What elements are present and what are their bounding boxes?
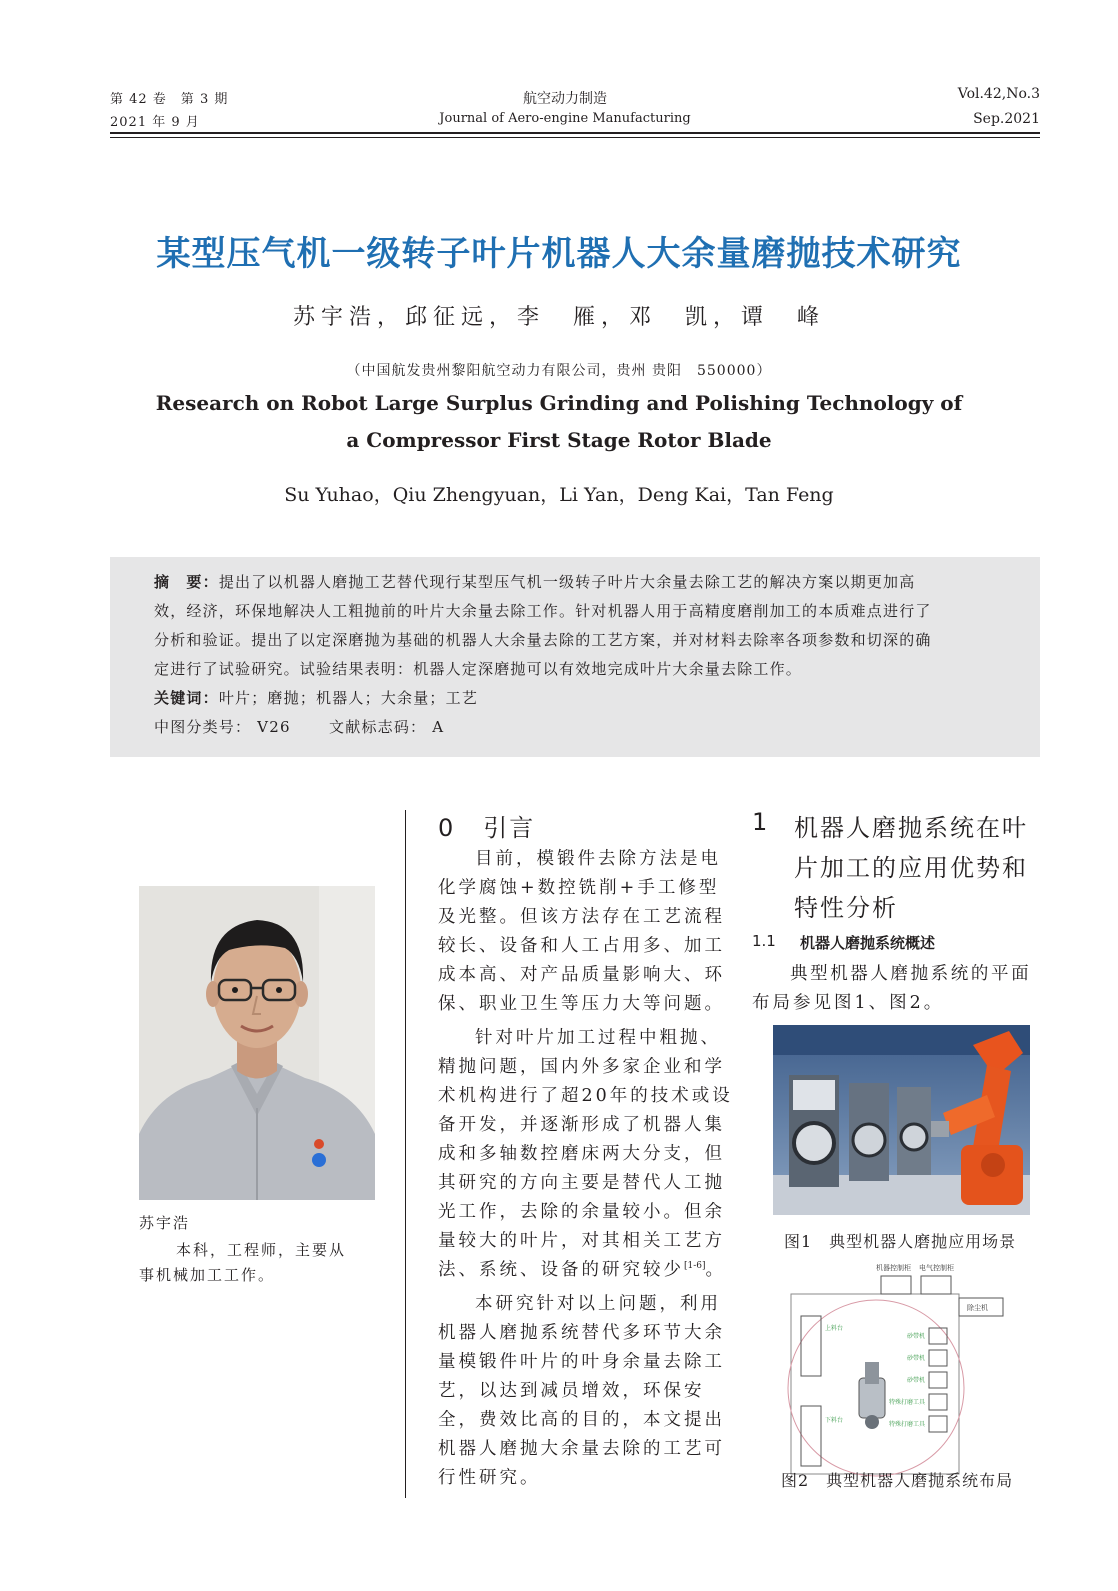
section0-line: 机器人磨抛大余量去除的工艺可: [438, 1439, 725, 1459]
section0-line: 目前，模锻件去除方法是电: [475, 849, 721, 869]
label-unload-table: 下料台: [825, 1417, 844, 1424]
section0-line: 机器人磨抛系统替代多环节大余: [438, 1323, 725, 1343]
subsection-number: 1.1: [752, 932, 776, 950]
section0-heading: [438, 808, 535, 843]
section1-line: 布局参见图1、图2。: [752, 993, 945, 1013]
figure-2-caption: 图2 典型机器人磨抛系统布局: [781, 1471, 1014, 1490]
header-rule-thick: [110, 132, 1040, 134]
section0-line: 术机构进行了超20年的技术或设: [438, 1086, 733, 1106]
section1-title-line: 机器人磨抛系统在叶: [794, 814, 1028, 842]
label-belt-3: 砂带机: [907, 1377, 926, 1384]
subsection-title: 机器人磨抛系统概述: [800, 934, 936, 952]
section0-line: 针对叶片加工过程中粗抛、: [475, 1028, 721, 1048]
section0-number: 0: [438, 814, 456, 842]
section0-line: 量模锻件叶片的叶身余量去除工: [438, 1352, 725, 1372]
abstract-line-1: 摘 要：提出了以机器人磨抛工艺替代现行某型压气机一级转子叶片大余量去除工艺的解决方案以期更加高: [154, 573, 916, 591]
header-vol-issue-cn: 第 42 卷 第 3 期: [110, 92, 229, 107]
abstract-box: [110, 557, 1040, 757]
section0-line: 量较大的叶片，对其相关工艺方: [438, 1231, 725, 1251]
column-divider: [405, 810, 406, 1498]
section0-line: 光工作，去除的余量较小。但余: [438, 1202, 725, 1222]
header-date-cn: 2021 年 9 月: [110, 115, 200, 130]
abstract-line-2: 效，经济，环保地解决人工粗抛前的叶片大余量去除工作。针对机器人用于高精度磨削加工的本质难点进行了: [154, 602, 932, 620]
section0-line: 其研究的方向主要是替代人工抛: [438, 1173, 725, 1193]
keywords-line: [154, 687, 478, 708]
author-photo: [139, 886, 375, 1200]
page-title: 某型压气机一级转子叶片机器人大余量磨抛技术研究: [156, 234, 962, 274]
header-journal-cn: 航空动力制造: [523, 91, 607, 107]
title-en-line2: a Compressor First Stage Rotor Blade: [346, 428, 772, 452]
section0-line: 成本高、对产品质量影响大、环: [438, 965, 725, 985]
label-load-table: 上料台: [825, 1325, 844, 1332]
title-en-line1: Research on Robot Large Surplus Grinding and Polishing Technology of: [155, 391, 963, 415]
classification-line: 中图分类号： V26 文献标志码： A: [154, 718, 445, 736]
label-dust-collector: 除尘机: [967, 1304, 988, 1312]
header-vol-issue-en: Vol.42,No.3: [957, 86, 1040, 102]
section0-line: 精抛问题，国内外多家企业和学: [438, 1057, 725, 1077]
keywords: 叶片；磨抛；机器人；大余量；工艺: [218, 689, 479, 707]
section0-line: 本研究针对以上问题，利用: [475, 1294, 721, 1314]
section0-line: 全，费效比高的目的，本文提出: [438, 1410, 725, 1430]
label-belt-2: 砂带机: [907, 1355, 926, 1362]
section0-line: 艺，以达到减员增效，环保安: [438, 1381, 705, 1401]
citation: [1-6]: [684, 1261, 706, 1272]
section1-line: 典型机器人磨抛系统的平面: [790, 964, 1032, 984]
header-journal-en: Journal of Aero-engine Manufacturing: [439, 111, 691, 126]
section0-line: 化学腐蚀+数控铣削+手工修型: [438, 878, 720, 898]
label-special-tool-1: 特殊打磨工具: [889, 1399, 926, 1406]
section0-line-cited: 法、系统、设备的研究较少[1-6]。: [438, 1260, 727, 1280]
label-electric-cabinet: 电气控制柜: [919, 1264, 954, 1272]
section0-line: 行性研究。: [438, 1468, 541, 1488]
affiliation: （中国航发贵州黎阳航空动力有限公司，贵州 贵阳 550000）: [346, 363, 772, 379]
authors-en: Su Yuhao，Qiu Zhengyuan，Li Yan，Deng Kai，Tan Feng: [284, 484, 834, 506]
section1-title-line: 特性分析: [794, 894, 898, 922]
abstract-line-4: 定进行了试验研究。试验结果表明：机器人定深磨抛可以有效地完成叶片大余量去除工作。: [154, 660, 803, 678]
label-belt-1: 砂带机: [907, 1333, 926, 1340]
header-rule-thin: [110, 137, 1040, 138]
abstract-line-3: 分析和验证。提出了以定深磨抛为基础的机器人大余量去除的工艺方案，并对材料去除率各项参数和切深的确: [154, 631, 932, 649]
label-special-tool-2: 特殊打磨工具: [889, 1421, 926, 1428]
label-robot-cabinet: 机器控制柜: [876, 1264, 911, 1272]
section0-line: 及光整。但该方法存在工艺流程: [438, 907, 725, 927]
bio-line-2: 事机械加工工作。: [139, 1266, 276, 1284]
bio-name: 苏宇浩: [139, 1214, 191, 1232]
section1-title-line: 片加工的应用优势和: [794, 854, 1028, 882]
figure-2-layout: [781, 1258, 1021, 1478]
section0-title: 引言: [483, 814, 536, 842]
bio-line-1: 本科，工程师，主要从: [176, 1241, 347, 1259]
keywords-label: 关键词：: [154, 689, 219, 707]
section0-line: 较长、设备和人工占用多、加工: [438, 936, 725, 956]
header-date-en: Sep.2021: [973, 111, 1040, 127]
section0-line: 备开发，并逐渐形成了机器人集: [438, 1115, 725, 1135]
section0-line: 保、职业卫生等压力大等问题。: [438, 994, 725, 1014]
section0-line: 成和多轴数控磨床两大分支，但: [438, 1144, 725, 1164]
figure-1-caption: 图1 典型机器人磨抛应用场景: [784, 1232, 1017, 1251]
abstract-label: 摘 要：: [154, 573, 219, 591]
figure-1-image: [773, 1025, 1030, 1215]
authors-cn: 苏宇浩，邱征远，李 雁，邓 凯，谭 峰: [292, 305, 825, 330]
section1-number: 1: [752, 808, 770, 836]
